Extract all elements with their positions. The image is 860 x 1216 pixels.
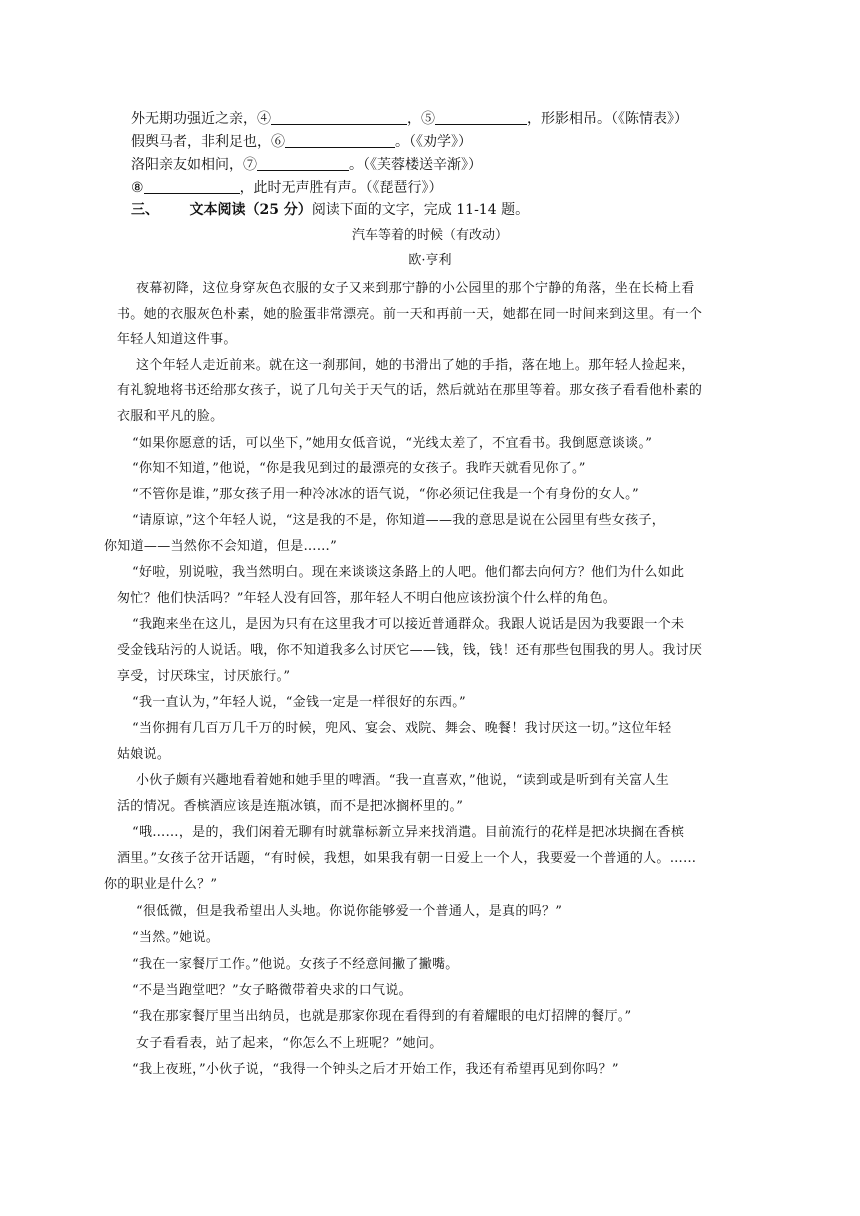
- fill-in-text: ⑧: [131, 180, 144, 196]
- section-heading: [131, 200, 529, 220]
- body-line: “不管你是谁，”那女孩子用一种冷冰冰的语气说，“你必须记住我是一个有身份的女人。”: [132, 487, 639, 502]
- body-line: 年轻人知道这件事。: [117, 332, 237, 347]
- article-title: 汽车等着的时候（有改动）: [351, 228, 508, 243]
- section-number: 三、: [131, 202, 159, 218]
- fill-in-text: 。（《劝学》）: [395, 134, 472, 150]
- answer-blank[interactable]: [285, 133, 395, 148]
- fill-in-text: ，形影相吊。（《陈情表》）: [527, 111, 688, 127]
- body-line: 匆忙？他们快活吗？”年轻人没有回答，那年轻人不明白他应该扮演个什么样的角色。: [117, 591, 617, 606]
- body-line: “如果你愿意的话，可以坐下，”她用女低音说，“光线太差了，不宜看书。我倒愿意谈谈。”: [132, 436, 653, 451]
- fill-in-line-3: [131, 155, 482, 175]
- fill-in-text: 假舆马者，非利足也，⑥: [131, 134, 285, 150]
- article-author: 欧·亨利: [408, 253, 452, 268]
- section-instruction: 阅读下面的文字，完成 11-14 题。: [311, 202, 530, 218]
- fill-in-line-2: [131, 132, 472, 152]
- body-line: 有礼貌地将书还给那女孩子，说了几句关于天气的话，然后就站在那里等着。那女孩子看看他朴素的: [117, 383, 703, 398]
- answer-blank[interactable]: [257, 156, 349, 171]
- body-line: 受金钱玷污的人说话。哦，你不知道我多么讨厌它——钱，钱，钱！还有那些包围我的男人。我讨厌: [117, 643, 703, 658]
- body-line: “请原谅，”这个年轻人说，“这是我的不是，你知道——我的意思是说在公园里有些女孩子，: [132, 513, 666, 528]
- answer-blank[interactable]: [144, 179, 240, 194]
- body-line: 女子看看表，站了起来，“你怎么不上班呢？”她问。: [136, 1036, 443, 1051]
- body-line: “好啦，别说啦，我当然明白。现在来谈谈这条路上的人吧。他们都去向何方？他们为什么如此: [132, 565, 685, 580]
- body-line: “你知不知道，”他说，“你是我见到过的最漂亮的女孩子。我昨天就看见你了。”: [132, 461, 586, 476]
- body-line: “哦……，是的，我们闲着无聊有时就靠标新立异来找消遣。目前流行的花样是把冰块搁在香槟: [132, 825, 685, 840]
- body-line: “我上夜班，”小伙子说，“我得一个钟头之后才开始工作，我还有希望再见到你吗？”: [132, 1062, 619, 1077]
- section-title: 文本阅读（25 分）: [189, 202, 312, 218]
- body-line: “当你拥有几百万几千万的时候，兜风、宴会、戏院、舞会、晚餐！我讨厌这一切。”这位年轻: [132, 721, 672, 736]
- body-line: 这个年轻人走近前来。就在这一刹那间，她的书滑出了她的手指，落在地上。那年轻人捡起来，: [136, 358, 695, 373]
- fill-in-line-4: [131, 178, 443, 198]
- fill-in-text: 。（《芙蓉楼送辛渐》）: [349, 157, 482, 173]
- body-line: 活的情况。香槟酒应该是连瓶冰镇，而不是把冰搁杯里的。”: [117, 799, 464, 814]
- answer-blank[interactable]: [271, 110, 407, 125]
- fill-in-text: ，⑤: [407, 111, 435, 127]
- body-line: “我跑来坐在这儿，是因为只有在这里我才可以接近普通群众。我跟人说话是因为我要跟一个未: [132, 617, 685, 632]
- body-line: “很低微，但是我希望出人头地。你说你能够爱一个普通人，是真的吗？”: [136, 904, 563, 919]
- fill-in-line-1: [131, 109, 688, 129]
- body-line: “当然。”她说。: [132, 930, 220, 945]
- body-line: “我一直认为，”年轻人说，“金钱一定是一样很好的东西。”: [132, 695, 466, 710]
- body-line: 夜幕初降，这位身穿灰色衣服的女子又来到那宁静的小公园里的那个宁静的角落，坐在长椅上看: [136, 281, 695, 296]
- body-line: 衣服和平凡的脸。: [117, 409, 224, 424]
- fill-in-text: 洛阳亲友如相问，⑦: [131, 157, 257, 173]
- fill-in-text: ，此时无声胜有声。（《琵琶行》）: [239, 180, 443, 196]
- body-line: “我在那家餐厅里当出纳员，也就是那家你现在看得到的有着耀眼的电灯招牌的餐厅。”: [132, 1009, 632, 1024]
- answer-blank[interactable]: [435, 110, 527, 125]
- body-line: 你知道——当然你不会知道，但是……”: [104, 539, 338, 554]
- body-line: 书。她的衣服灰色朴素，她的脸蛋非常漂亮。前一天和再前一天，她都在同一时间来到这里。有一个: [117, 307, 703, 322]
- body-line: 酒里。”女孩子岔开话题，“有时候，我想，如果我有朝一日爱上一个人，我要爱一个普通的人。……: [117, 851, 697, 866]
- body-line: 姑娘说。: [117, 747, 171, 762]
- body-line: “我在一家餐厅工作。”他说。女孩子不经意间撇了撇嘴。: [132, 957, 459, 972]
- body-line: “不是当跑堂吧？”女子略微带着央求的口气说。: [132, 983, 412, 998]
- body-line: 享受，讨厌珠宝，讨厌旅行。”: [117, 669, 291, 684]
- body-line: 你的职业是什么？”: [104, 877, 218, 892]
- fill-in-text: 外无期功强近之亲，④: [131, 111, 271, 127]
- body-line: 小伙子颇有兴趣地看着她和她手里的啤酒。“我一直喜欢，”他说，“读到或是听到有关富人生: [136, 773, 670, 788]
